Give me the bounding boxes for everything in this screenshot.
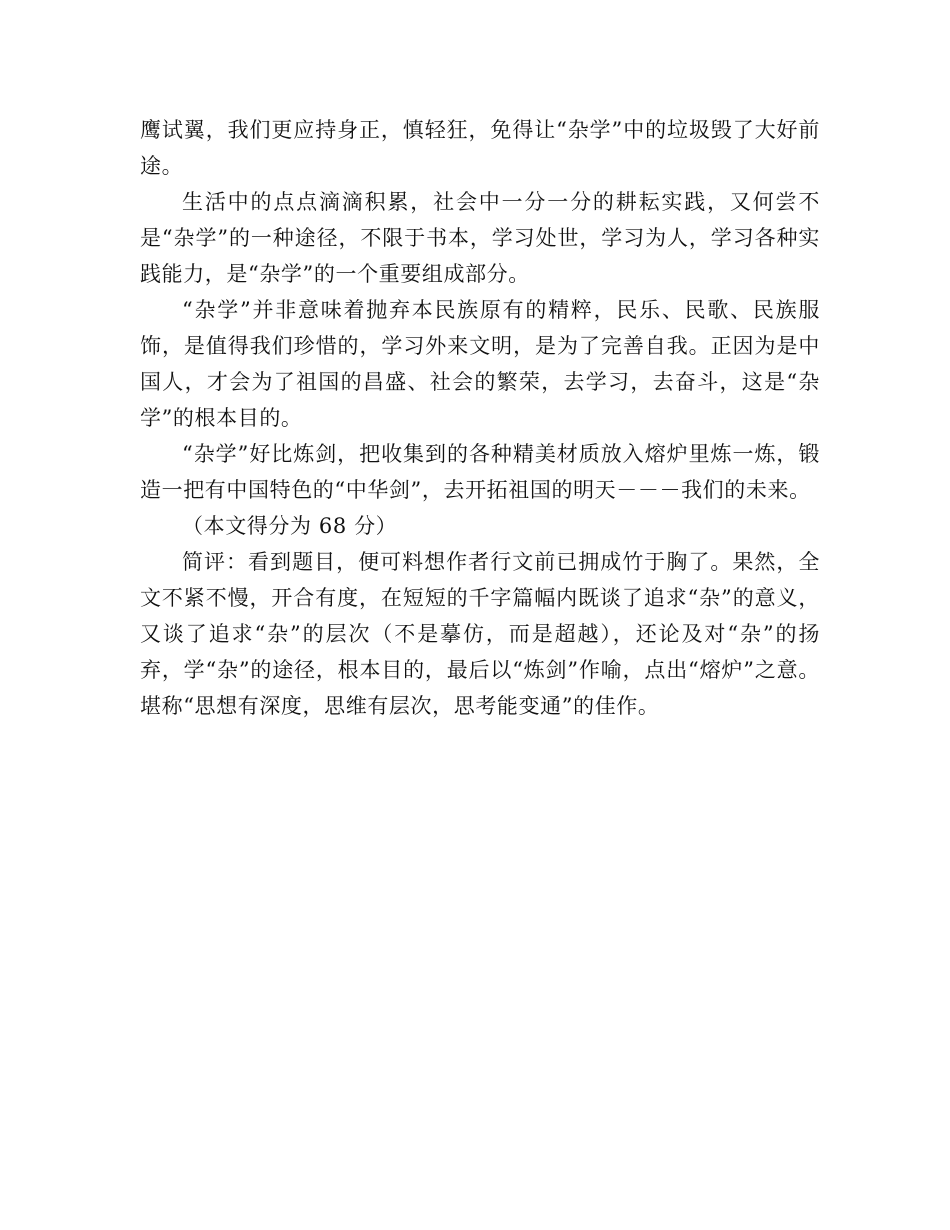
paragraph-national-essence: “杂学”并非意味着抛弃本民族原有的精粹，民乐、民歌、民族服饰，是值得我们珍惜的，学习外来文明，是为了完善自我。正因为是中国人，才会为了祖国的昌盛、社会的繁荣，去学习，去奋斗，这是“杂学”的根本目的。 xyxy=(140,298,820,430)
paragraph-life-practice: 生活中的点点滴滴积累，社会中一分一分的耕耘实践，又何尝不是“杂学”的一种途径，不限于书本，学习处世，学习为人，学习各种实践能力，是“杂学”的一个重要组成部分。 xyxy=(140,190,820,286)
paragraph-continuation: 鹰试翼，我们更应持身正，慎轻狂，免得让“杂学”中的垃圾毁了大好前途。 xyxy=(140,118,820,178)
score-note: （本文得分为 68 分） xyxy=(182,514,398,538)
paragraph-forging-sword: “杂学”好比炼剑，把收集到的各种精美材质放入熔炉里炼一炼，锻造一把有中国特色的“中华剑”，去开拓祖国的明天－－－我们的未来。 xyxy=(140,442,820,502)
document-body xyxy=(140,112,820,724)
teacher-comment: 简评：看到题目，便可料想作者行文前已拥成竹于胸了。果然，全文不紧不慢，开合有度，在短短的千字篇幅内既谈了追求“杂”的意义，又谈了追求“杂”的层次（不是摹仿，而是超越），还论及对“杂”的扬弃，学“杂”的途径，根本目的，最后以“炼剑”作喻，点出“熔炉”之意。堪称“思想有深度，思维有层次，思考能变通”的佳作。 xyxy=(140,550,820,718)
